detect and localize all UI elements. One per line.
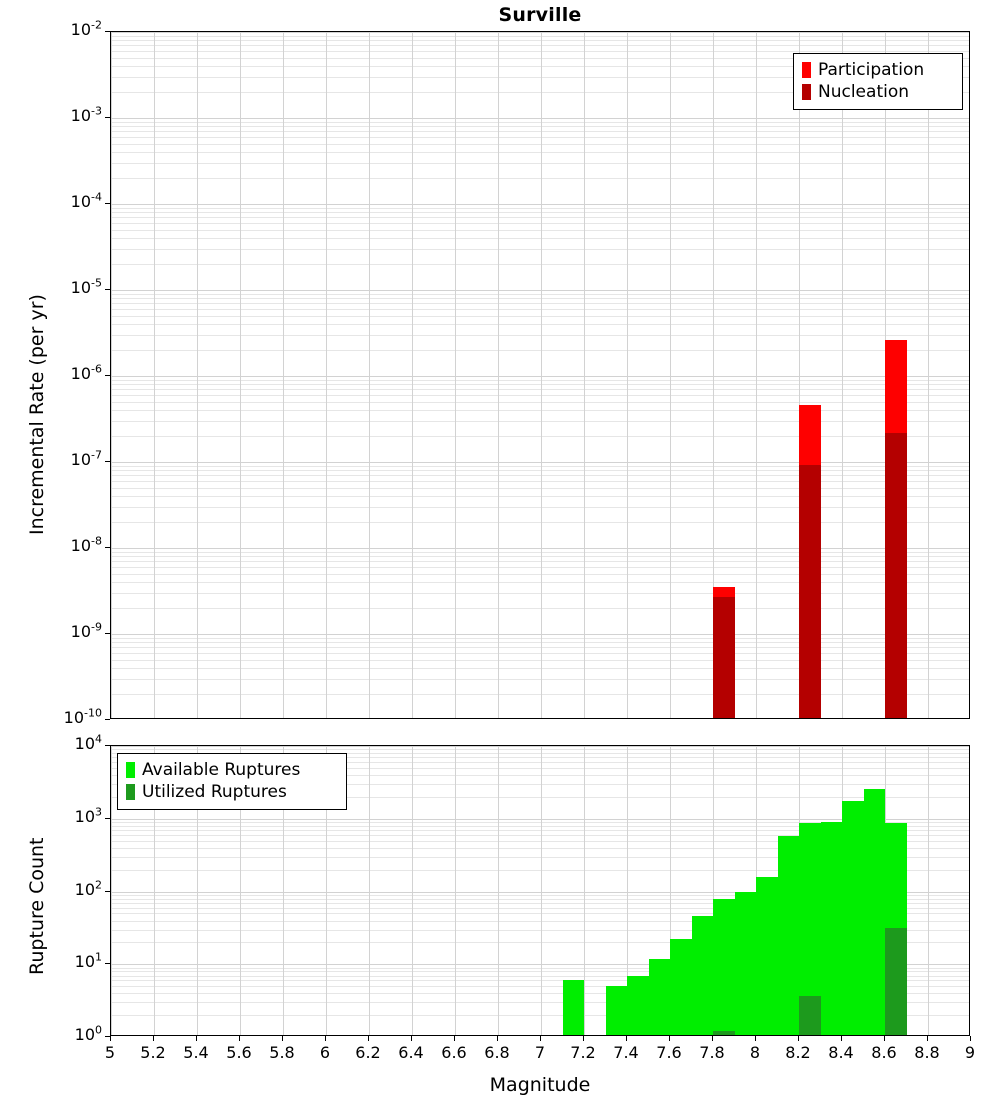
y-tick-mark bbox=[105, 289, 110, 290]
legend-swatch bbox=[126, 762, 135, 778]
x-tick-mark bbox=[325, 1036, 326, 1041]
bar bbox=[799, 465, 821, 719]
bar bbox=[627, 976, 649, 1037]
legend-swatch bbox=[126, 784, 135, 800]
top-y-axis-label: Incremental Rate (per yr) bbox=[26, 294, 48, 535]
x-tick-mark bbox=[411, 1036, 412, 1041]
y-tick-label: $10^{-5}$ bbox=[70, 276, 102, 297]
x-tick-label: 7.8 bbox=[699, 1043, 725, 1062]
x-tick-label: 9 bbox=[964, 1043, 976, 1062]
x-tick-mark bbox=[454, 1036, 455, 1041]
bar bbox=[670, 939, 692, 1036]
top-plot-area bbox=[111, 32, 969, 718]
x-tick-label: 8.2 bbox=[785, 1043, 811, 1062]
x-tick-label: 7 bbox=[534, 1043, 546, 1062]
y-tick-label: $10^{-8}$ bbox=[70, 534, 102, 555]
x-tick-label: 6.2 bbox=[355, 1043, 381, 1062]
x-tick-mark bbox=[884, 1036, 885, 1041]
y-tick-mark bbox=[105, 31, 110, 32]
x-axis-label: Magnitude bbox=[489, 1074, 591, 1096]
y-tick-mark bbox=[105, 818, 110, 819]
x-tick-label: 8.4 bbox=[828, 1043, 854, 1062]
y-tick-mark bbox=[105, 633, 110, 634]
y-tick-label: $10^{-6}$ bbox=[70, 362, 102, 383]
bar bbox=[713, 1031, 735, 1036]
bar bbox=[649, 959, 671, 1037]
x-tick-mark bbox=[626, 1036, 627, 1041]
x-tick-label: 6.6 bbox=[441, 1043, 467, 1062]
x-tick-mark bbox=[755, 1036, 756, 1041]
legend-label: Utilized Ruptures bbox=[142, 781, 287, 802]
x-tick-mark bbox=[497, 1036, 498, 1041]
x-tick-mark bbox=[110, 1036, 111, 1041]
y-tick-label: $10^{-10}$ bbox=[63, 706, 102, 727]
x-tick-label: 6 bbox=[319, 1043, 331, 1062]
bar bbox=[692, 916, 714, 1036]
chart-title: Surville bbox=[498, 4, 582, 26]
x-tick-mark bbox=[927, 1036, 928, 1041]
y-tick-mark bbox=[105, 547, 110, 548]
x-tick-mark bbox=[540, 1036, 541, 1041]
x-tick-mark bbox=[239, 1036, 240, 1041]
y-tick-label: $10^0$ bbox=[74, 1023, 102, 1044]
y-tick-label: $10^{-7}$ bbox=[70, 448, 102, 469]
incremental-rate-plot bbox=[110, 31, 970, 719]
bar bbox=[864, 789, 886, 1036]
y-tick-mark bbox=[105, 203, 110, 204]
bar bbox=[563, 980, 585, 1036]
x-tick-label: 5.4 bbox=[183, 1043, 209, 1062]
x-tick-mark bbox=[583, 1036, 584, 1041]
x-tick-mark bbox=[669, 1036, 670, 1041]
y-tick-label: $10^1$ bbox=[74, 950, 102, 972]
x-tick-label: 7.4 bbox=[613, 1043, 639, 1062]
bottom-legend bbox=[117, 753, 347, 810]
y-tick-mark bbox=[105, 461, 110, 462]
bar bbox=[842, 801, 864, 1036]
legend-entry[interactable] bbox=[126, 781, 338, 803]
y-tick-label: $10^{-9}$ bbox=[70, 620, 102, 641]
bar bbox=[713, 597, 735, 719]
x-tick-label: 5.6 bbox=[226, 1043, 252, 1062]
y-tick-mark bbox=[105, 745, 110, 746]
y-tick-label: $10^{-3}$ bbox=[70, 104, 102, 125]
y-tick-label: $10^{-2}$ bbox=[70, 18, 102, 39]
y-tick-label: $10^{-4}$ bbox=[70, 190, 102, 211]
x-tick-mark bbox=[970, 1036, 971, 1041]
bar bbox=[885, 928, 907, 1037]
x-tick-label: 8 bbox=[749, 1043, 761, 1062]
x-tick-mark bbox=[368, 1036, 369, 1041]
y-tick-mark bbox=[105, 117, 110, 118]
x-tick-mark bbox=[841, 1036, 842, 1041]
bar bbox=[735, 892, 757, 1037]
legend-entry[interactable] bbox=[802, 59, 954, 81]
y-tick-label: $10^2$ bbox=[74, 878, 102, 899]
x-tick-label: 6.8 bbox=[484, 1043, 510, 1062]
legend-swatch bbox=[802, 62, 811, 78]
y-tick-mark bbox=[105, 891, 110, 892]
bar bbox=[713, 899, 735, 1036]
x-tick-mark bbox=[196, 1036, 197, 1041]
legend-entry[interactable] bbox=[126, 759, 338, 781]
legend-label: Available Ruptures bbox=[142, 759, 301, 780]
bar bbox=[756, 877, 778, 1036]
x-tick-label: 5.8 bbox=[269, 1043, 295, 1062]
x-tick-label: 7.2 bbox=[570, 1043, 596, 1062]
x-tick-mark bbox=[712, 1036, 713, 1041]
bar bbox=[778, 836, 800, 1036]
top-legend bbox=[793, 53, 963, 110]
y-tick-label: $10^3$ bbox=[74, 805, 102, 826]
bar bbox=[885, 433, 907, 719]
y-tick-mark bbox=[105, 963, 110, 964]
x-tick-label: 5 bbox=[104, 1043, 116, 1062]
bottom-y-axis-label: Rupture Count bbox=[26, 837, 48, 975]
legend-label: Nucleation bbox=[818, 81, 910, 102]
x-tick-mark bbox=[282, 1036, 283, 1041]
legend-label: Participation bbox=[818, 59, 925, 80]
x-tick-label: 8.6 bbox=[871, 1043, 897, 1062]
x-tick-mark bbox=[798, 1036, 799, 1041]
bar bbox=[799, 996, 821, 1036]
x-tick-label: 5.2 bbox=[140, 1043, 166, 1062]
y-tick-mark bbox=[105, 719, 110, 720]
bar bbox=[606, 986, 628, 1036]
legend-entry[interactable] bbox=[802, 81, 954, 103]
x-tick-label: 8.8 bbox=[914, 1043, 940, 1062]
y-tick-label: $10^4$ bbox=[74, 732, 102, 753]
x-tick-mark bbox=[153, 1036, 154, 1041]
x-tick-label: 7.6 bbox=[656, 1043, 682, 1062]
bar bbox=[821, 822, 843, 1036]
x-tick-label: 6.4 bbox=[398, 1043, 424, 1062]
legend-swatch bbox=[802, 84, 811, 100]
y-tick-mark bbox=[105, 375, 110, 376]
